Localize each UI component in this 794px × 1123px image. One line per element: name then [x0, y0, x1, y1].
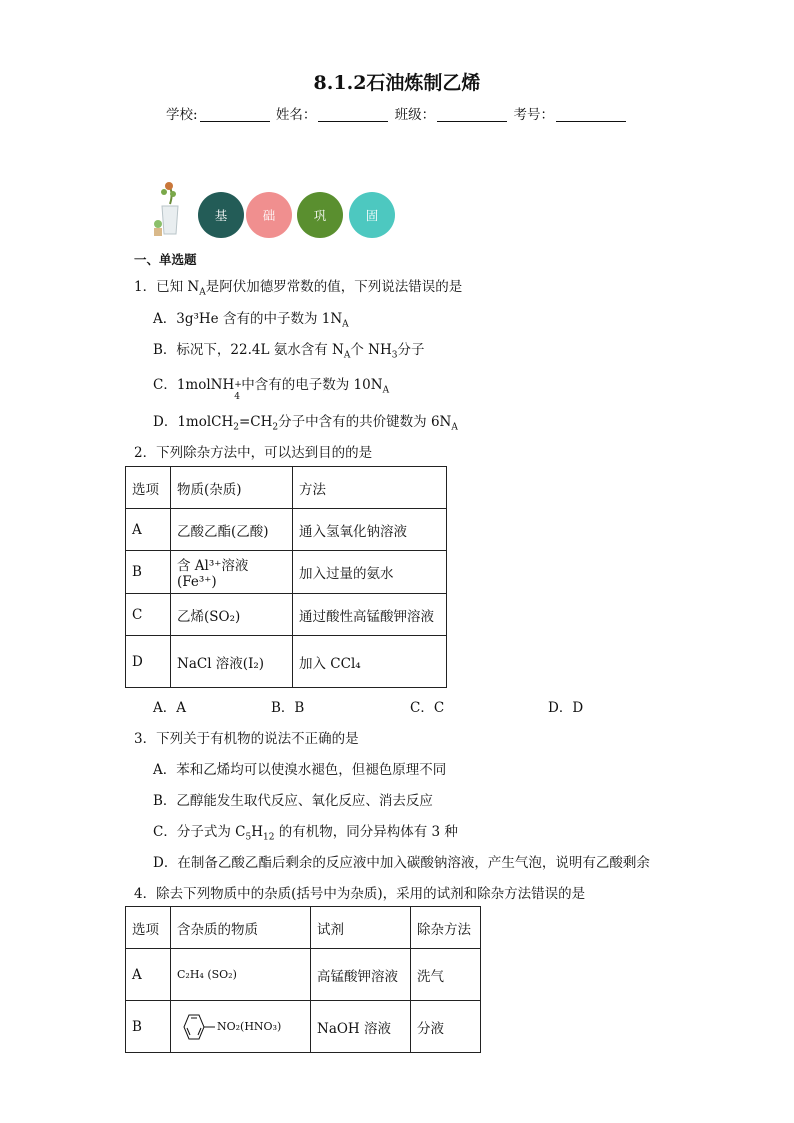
q3-option-b[interactable]: B．乙醇能发生取代反应、氧化反应、消去反应: [153, 793, 433, 809]
school-label: 学校:: [166, 107, 198, 123]
table-cell: 加入 CCl₄: [293, 636, 447, 688]
q1-stem: 1．已知 $N_A$是阿伏加德罗常数的值，下列说法错误的是: [134, 279, 463, 298]
table-cell: NaOH 溶液: [311, 1001, 411, 1053]
q3-option-a[interactable]: A．苯和乙烯均可以使溴水褪色，但褪色原理不同: [153, 762, 447, 778]
table-header-cell: 选项: [126, 907, 171, 949]
table-cell: 高锰酸钾溶液: [311, 949, 411, 1001]
table-cell: A: [126, 509, 171, 551]
section-heading: 一、单选题: [134, 252, 197, 267]
table-row: [126, 1001, 481, 1053]
badge-gong: 巩: [297, 192, 343, 238]
q2-stem: 2．下列除杂方法中，可以达到目的的是: [134, 445, 373, 461]
table-cell: B: [126, 551, 171, 594]
name-label: 姓名：: [275, 107, 317, 123]
q2-table: [125, 466, 447, 688]
table-header-row: [126, 467, 447, 509]
q1-option-d[interactable]: D．$1molCH_2=CH_2$分子中含有的共价键数为 $6N_A$: [153, 414, 458, 433]
table-header-row: [126, 907, 481, 949]
benzene-ring-icon: [177, 1012, 217, 1042]
table-cell: D: [126, 636, 171, 688]
class-blank[interactable]: [437, 107, 507, 122]
table-cell: 乙酸乙酯(乙酸): [171, 509, 293, 551]
q3-option-c[interactable]: C．分子式为 $C_5H_{12}$ 的有机物，同分异构体有 3 种: [153, 824, 458, 843]
table-cell: 分液: [411, 1001, 481, 1053]
table-row: [126, 949, 481, 1001]
class-label: 班级：: [394, 107, 436, 123]
q4-table: [125, 906, 481, 1053]
table-cell: B: [126, 1001, 171, 1053]
badge-ji: 基: [198, 192, 244, 238]
nitrobenzene-formula: NO₂(HNO₃): [217, 1020, 282, 1033]
table-cell: A: [126, 949, 171, 1001]
q4-stem: 4．除去下列物质中的杂质(括号中为杂质)，采用的试剂和除杂方法错误的是: [134, 886, 586, 902]
table-cell: C: [126, 594, 171, 636]
q3-stem: 3．下列关于有机物的说法不正确的是: [134, 731, 359, 747]
q3-option-d[interactable]: D．在制备乙酸乙酯后剩余的反应液中加入碳酸钠溶液，产生气泡，说明有乙酸剩余: [153, 855, 650, 871]
table-header-cell: 含杂质的物质: [171, 907, 311, 949]
q2-choice-b[interactable]: B．B: [271, 700, 305, 716]
table-header-cell: 物质(杂质): [171, 467, 293, 509]
student-info-line: [0, 103, 794, 123]
page-title: 8.1.2石油炼制乙烯: [313, 72, 481, 94]
table-header-cell: 方法: [293, 467, 447, 509]
q1-option-a[interactable]: A．3g³He 含有的中子数为 $1N_A$: [153, 311, 349, 330]
table-cell: 乙烯(SO₂): [171, 594, 293, 636]
table-cell: 加入过量的氨水: [293, 551, 447, 594]
table-row: [126, 551, 447, 594]
table-cell: 含 Al³⁺溶液(Fe³⁺): [171, 551, 293, 594]
q2-choice-d[interactable]: D．D: [548, 700, 584, 716]
table-cell: 通过酸性高锰酸钾溶液: [293, 594, 447, 636]
table-cell: 通入氢氧化钠溶液: [293, 509, 447, 551]
name-blank[interactable]: [318, 107, 388, 122]
table-cell: C₂H₄ (SO₂): [171, 949, 311, 1001]
q2-choice-a[interactable]: A．A: [153, 700, 186, 716]
table-header-cell: 除杂方法: [411, 907, 481, 949]
q2-choice-c[interactable]: C．C: [410, 700, 445, 716]
badge-gu: 固: [349, 192, 395, 238]
table-cell: NaCl 溶液(I₂): [171, 636, 293, 688]
table-row: [126, 594, 447, 636]
table-cell: 洗气: [411, 949, 481, 1001]
table-cell: [171, 1001, 311, 1053]
table-header-cell: 选项: [126, 467, 171, 509]
table-row: [126, 636, 447, 688]
plant-vase-icon: [150, 180, 188, 240]
exam-blank[interactable]: [556, 107, 626, 122]
school-blank[interactable]: [200, 107, 270, 122]
table-row: [126, 509, 447, 551]
badge-chu: 础: [246, 192, 292, 238]
q1-option-c[interactable]: C．1molNH + 4 中含有的电子数为 $10N_A$: [153, 377, 390, 402]
q1-option-b[interactable]: B．标况下，22.4L 氨水含有 $N_A$个 $NH_3$分子: [153, 342, 425, 361]
table-header-cell: 试剂: [311, 907, 411, 949]
exam-label: 考号：: [513, 107, 554, 123]
